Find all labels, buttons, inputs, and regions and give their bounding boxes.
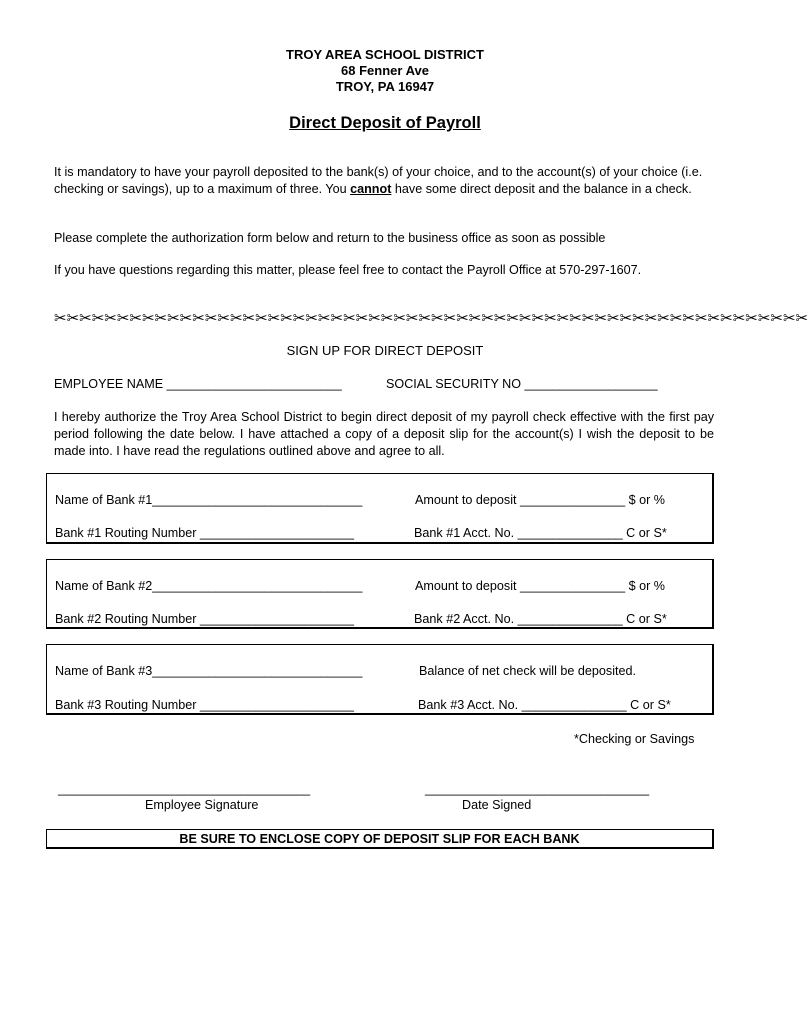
bank-1-name-field[interactable]: Name of Bank #1______________________________ [55, 493, 363, 507]
page-title: Direct Deposit of Payroll [289, 114, 481, 132]
employee-name-field[interactable]: EMPLOYEE NAME _________________________ [54, 377, 342, 391]
intro-paragraph-3: If you have questions regarding this matter, please feel free to contact the Payroll Office at 570-297-1607. [54, 263, 642, 277]
enclose-deposit-slip-banner: BE SURE TO ENCLOSE COPY OF DEPOSIT SLIP FOR EACH BANK [46, 829, 714, 849]
bank-2-name-field[interactable]: Name of Bank #2______________________________ [55, 579, 363, 593]
checking-savings-footnote: *Checking or Savings [574, 732, 695, 746]
bank-1-amount-field[interactable]: Amount to deposit _______________ $ or % [415, 493, 665, 507]
scissors-cut-line: ✂✂✂✂✂✂✂✂✂✂✂✂✂✂✂✂✂✂✂✂✂✂✂✂✂✂✂✂✂✂✂✂✂✂✂✂✂✂✂✂✂✂✂✂✂✂✂✂✂✂✂✂✂✂✂✂✂✂✂✂ [54, 310, 808, 327]
bank-2-amount-field[interactable]: Amount to deposit _______________ $ or % [415, 579, 665, 593]
bank-3-balance-note: Balance of net check will be deposited. [419, 664, 637, 678]
bank-2-account-field[interactable]: Bank #2 Acct. No. _______________ C or S* [414, 612, 667, 626]
intro-text-after: have some direct deposit and the balance in a check. [391, 182, 692, 196]
district-city: TROY, PA 16947 [335, 79, 435, 94]
date-signed-line[interactable]: ________________________________ [425, 782, 650, 796]
ssn-field[interactable]: SOCIAL SECURITY NO ___________________ [386, 377, 658, 391]
signup-heading: SIGN UP FOR DIRECT DEPOSIT [286, 343, 484, 358]
date-signed-label: Date Signed [462, 798, 532, 812]
authorization-paragraph: I hereby authorize the Troy Area School District to begin direct deposit of my payroll check effective with the first pay period following the date below. I have attached a copy of a deposit slip for the account(s) I wish the deposit to be made into. I have read the regulations outlined above and agree to all. [54, 410, 714, 458]
employee-signature-label: Employee Signature [145, 798, 259, 812]
intro-paragraph-1 [54, 164, 714, 198]
district-name: TROY AREA SCHOOL DISTRICT [286, 47, 484, 62]
intro-paragraph-2: Please complete the authorization form below and return to the business office as soon as possible [54, 231, 606, 245]
bank-1-account-field[interactable]: Bank #1 Acct. No. _______________ C or S* [414, 526, 667, 540]
bank-3-name-field[interactable]: Name of Bank #3______________________________ [55, 664, 363, 678]
intro-emphasis: cannot [350, 182, 392, 196]
bank-2-routing-field[interactable]: Bank #2 Routing Number ______________________ [55, 612, 354, 626]
district-street: 68 Fenner Ave [341, 63, 429, 78]
bank-3-routing-field[interactable]: Bank #3 Routing Number ______________________ [55, 698, 354, 712]
bank-3-account-field[interactable]: Bank #3 Acct. No. _______________ C or S* [418, 698, 671, 712]
employee-signature-line[interactable]: ____________________________________ [58, 782, 311, 796]
intro-text-before: It is mandatory to have your payroll deposited to the bank(s) of your choice, and to the account(s) of your choice (i.e. checking or savings), up to a maximum of three. You [54, 165, 703, 196]
bank-1-routing-field[interactable]: Bank #1 Routing Number ______________________ [55, 526, 354, 540]
